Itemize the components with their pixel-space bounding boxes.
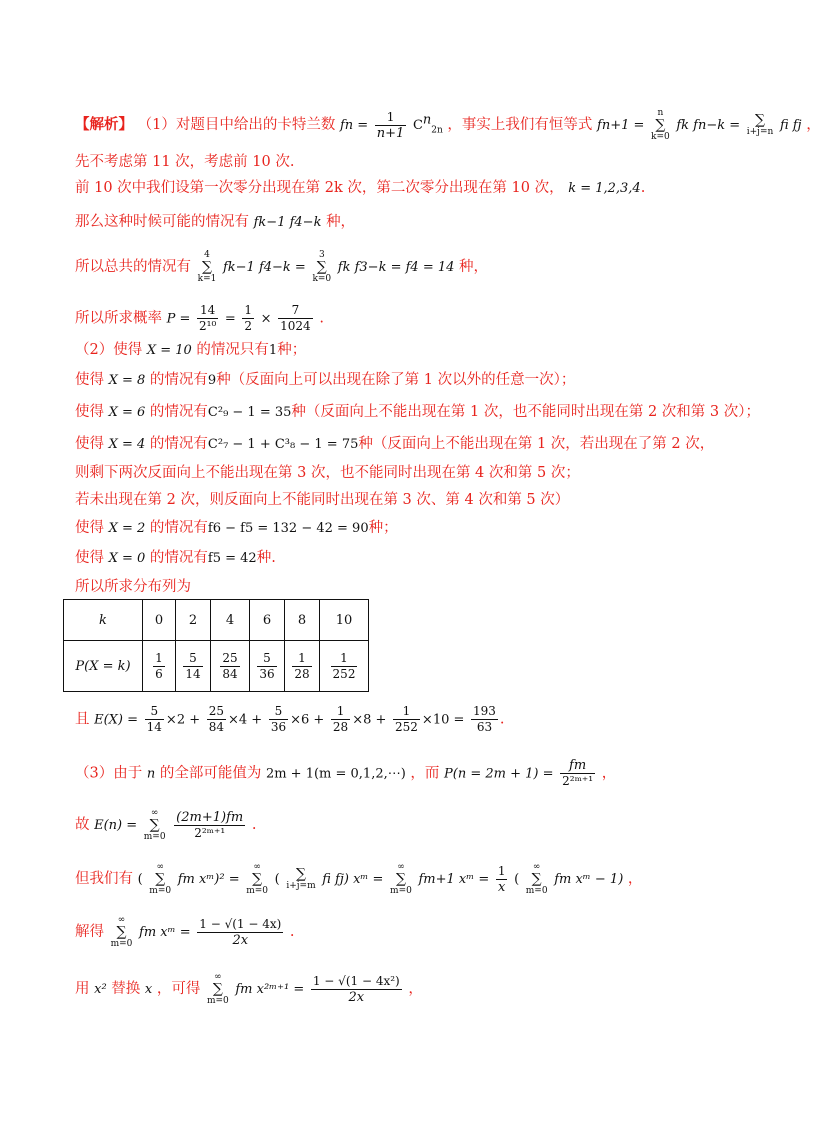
denominator: 28 [294,666,310,681]
text: ， [627,871,643,887]
sum-top: 4 [204,250,210,260]
denominator: 84 [222,666,238,681]
fraction [292,651,311,682]
fraction [242,303,254,334]
text: ， [601,765,617,782]
solution-line-13 [75,518,398,539]
numerator: 1 − √(1 − 4x) [199,916,282,931]
formula: fm xᵐ = [139,925,191,940]
sum-top: ∞ [397,862,405,872]
fraction [278,303,313,334]
solution-line-19 [75,862,642,896]
fraction [471,704,498,735]
numerator: 1 − √(1 − 4x²) [312,973,400,988]
text: 的情况有 [149,404,208,420]
denominator: 14 [185,666,201,681]
text: 用 [75,981,90,997]
formula: X = 2 [108,521,146,536]
text: 的情况有 [149,550,208,566]
solution-label: 【解析】 [75,116,133,133]
formula: fm+1 xᵐ = [418,872,490,887]
solution-line-9 [75,402,760,423]
sum-bottom: i+j=n [746,127,774,137]
text: ，事实上我们有恒等式 [447,117,593,133]
table-cell: 10 [320,600,369,641]
text: 种（反面向上不能出现在第 1 次，也不能同时出现在第 2 次和第 3 次）； [291,404,760,420]
operator: ×4 + [228,712,263,728]
text: （3）由于 [75,765,143,782]
formula: fm xᵐ − 1) [554,872,624,887]
denominator: 6 [155,666,163,681]
numerator: 1 [244,303,253,317]
numerator: 1 [155,650,163,665]
formula: C²₉ − 1 = 35 [207,405,292,420]
operator: ×6 + [290,712,325,728]
sum-bottom: k=0 [651,132,670,142]
denominator: 2¹⁰ [199,319,217,333]
text: 解得 [75,924,104,940]
text: 故 [75,817,90,833]
sum-symbol: ∞ ∑ m=0 [110,915,133,949]
text: 替换 [111,981,141,997]
text: 使得 [75,550,104,566]
denominator: 63 [476,720,493,734]
denominator: 1024 [280,319,311,333]
fraction [269,704,288,735]
text: 的情况有 [149,372,208,388]
solution-line-14 [75,548,276,569]
numerator: 1 [393,704,420,720]
formula: X = 8 [108,373,146,388]
table-cell [211,641,250,692]
table-header-cell: k [64,600,143,641]
solution-line-4 [75,212,355,233]
solution-line-2: 先不考虑第 11 次，考虑前 10 次. [75,154,295,170]
denominator: 252 [395,720,418,734]
number: 9 [207,373,217,388]
table-cell [250,641,285,692]
numerator: 7 [278,303,313,319]
text: 但我们有 [75,871,133,887]
binomial-symbol: C [412,118,423,133]
text: . [640,180,646,196]
fraction [393,704,420,735]
fraction [153,651,165,682]
denominator: 36 [270,720,287,734]
formula: fk−1 f4−k = [222,260,306,275]
solution-line-17 [75,758,616,789]
operator: ×8 + [352,712,387,728]
text: . [499,711,505,728]
formula: x [144,982,153,997]
text: 种， [459,259,489,275]
formula: fi fj) xᵐ = [322,872,384,887]
denominator: 2 [244,319,253,333]
formula: X = 4 [108,437,146,452]
sum-symbol: ∞ ∑ m=0 [206,972,229,1006]
solution-line-12: 若未出现在第 2 次，则反面向上不能同时出现在第 3 次、第 4 次和第 5 次） [75,492,570,508]
table-row [64,600,369,641]
table-cell: 8 [285,600,320,641]
denominator: 2x [348,989,365,1005]
operator: × [260,311,272,327]
text: 所以所求概率 [75,310,162,327]
numerator: 1 [331,704,350,720]
sum-bottom: k=0 [312,274,332,284]
solution-line-10 [75,434,714,455]
fraction [331,704,350,735]
denominator: 28 [332,720,349,734]
text: 使得 [75,436,104,452]
denominator: n+1 [376,125,405,141]
denominator: 2²ᵐ⁺¹ [562,774,594,788]
sum-bottom: m=0 [143,832,166,842]
text: ，而 [410,765,440,782]
formula: x² [94,982,107,997]
formula: P = [166,311,191,327]
formula: fk fn−k = [676,118,741,133]
solution-line-1 [75,108,821,142]
fraction [311,974,402,1005]
text: . [289,924,295,940]
fraction [145,704,164,735]
table-cell [176,641,211,692]
table-cell: 6 [250,600,285,641]
numerator: 25 [222,650,238,665]
sum-symbol: n ∑ k=0 [651,108,670,142]
sum-bottom: m=0 [390,886,412,896]
solution-line-20 [75,915,295,949]
formula: E(n) = [94,818,138,833]
text: 那么这种时候可能的情况有 [75,214,249,230]
formula: X = 0 [108,551,146,566]
formula: n [146,766,156,782]
numerator: 5 [257,651,276,667]
fraction [331,651,358,682]
numerator: 1 [331,651,358,667]
solution-line-15: 所以所求分布列为 [75,579,191,595]
sum-bottom: m=0 [110,939,133,949]
formula [412,112,443,136]
solution-line-3 [75,178,645,199]
fraction [183,651,202,682]
text: 种（反面向上不能出现在第 1 次，若出现在了第 2 次， [358,436,715,452]
text: 的情况有 [149,520,208,536]
formula: P(n = 2m + 1) = [444,766,554,782]
fraction [257,651,276,682]
text: ，可得 [156,981,201,997]
table-row [64,641,369,692]
sum-bottom: m=0 [149,886,172,896]
denominator: 252 [332,666,356,681]
sum-bottom: m=0 [525,886,548,896]
sub: 2n [431,125,443,136]
text: （2）使得 [75,342,143,358]
table-header-cell: P(X = k) [64,641,143,692]
formula: 2m + 1(m = 0,1,2,⋯) [265,766,406,782]
sum-top: ∞ [150,808,159,818]
text: ， [408,981,423,997]
text: 的情况有 [149,436,208,452]
operator: = [224,311,236,327]
formula: fm xᵐ)² = [177,872,240,887]
solution-line-7 [75,340,306,361]
sum-top: ∞ [214,972,222,982]
text: 所以总共的情况有 [75,259,191,275]
formula: E(X) = [94,712,139,728]
text: . [251,817,257,833]
solution-line-8 [75,370,575,391]
formula: f5 = 42 [207,551,257,566]
table-cell: 2 [176,600,211,641]
text: 种， [326,214,356,230]
denominator: 84 [208,720,225,734]
text: 使得 [75,372,104,388]
text: （1）对题目中给出的卡特兰数 [137,117,336,133]
sum-top: ∞ [156,862,164,872]
numerator: 5 [183,651,202,667]
formula: X = 10 [146,343,192,358]
numerator: 25 [208,704,225,718]
formula: f6 − f5 = 132 − 42 = 90 [207,521,369,536]
fraction [496,864,508,895]
text: 种； [277,342,307,358]
formula: fi fj [779,118,802,133]
numerator: 1 [292,651,311,667]
text: 且 [75,711,90,728]
denominator: 2²ᵐ⁺¹ [194,825,226,840]
table-cell [143,641,176,692]
text: 种； [368,520,398,536]
sum-symbol: ∞ ∑ m=0 [143,808,166,842]
fraction [220,651,239,682]
formula: X = 6 [108,405,146,420]
table-cell: 0 [143,600,176,641]
text: 前 10 次中我们设第一次零分出现在第 2k 次，第二次零分出现在第 10 次， [75,180,564,196]
table-cell [285,641,320,692]
formula: k = 1,2,3,4 [568,181,641,196]
fraction [375,110,407,141]
numerator: 5 [269,704,288,720]
text: ， [806,117,821,133]
formula: fm x²ᵐ⁺¹ = [235,982,305,997]
denominator: 36 [259,666,275,681]
numerator: 1 [375,110,407,126]
sum-top: ∞ [117,915,126,925]
fraction [197,917,283,948]
sum-symbol: ∞ ∑ m=0 [390,862,412,896]
number: 1 [268,343,278,358]
solution-line-6 [75,303,324,334]
sum-symbol: ∞ ∑ m=0 [246,862,269,896]
denominator: x [497,879,506,895]
sum-symbol: ∑ i+j=n [746,112,774,137]
sum-bottom: m=0 [246,886,269,896]
sum-symbol: ∑ i+j=m [286,866,316,891]
distribution-table [63,599,369,692]
formula: fk−1 f4−k [253,215,322,230]
solution-line-21 [75,972,423,1006]
text: 使得 [75,520,104,536]
text: 种（反面向上可以出现在除了第 1 次以外的任意一次）； [216,372,576,388]
formula: C²₇ − 1 + C³₈ − 1 = 75 [207,437,359,452]
solution-line-5 [75,250,488,284]
sum-symbol: 3 ∑ k=0 [312,250,332,284]
denominator: 2x [232,932,249,948]
solution-line-16 [75,704,505,735]
solution-line-18 [75,808,256,842]
formula: fn+1 = [597,118,645,133]
text: 种. [256,550,276,566]
formula: ( [274,872,280,887]
numerator: 1 [497,863,506,878]
fraction [197,303,218,334]
sup: n [422,112,432,128]
table-cell [320,641,369,692]
formula: ( [514,872,520,887]
formula: fn = [339,118,369,133]
sum-top: ∞ [253,862,261,872]
sum-bottom: m=0 [206,996,229,1006]
sum-top: ∞ [532,862,541,872]
denominator: 14 [146,720,162,734]
numerator: 14 [197,303,218,319]
formula: fk f3−k = f4 = 14 [337,260,455,275]
text: 使得 [75,404,104,420]
numerator: 5 [145,704,164,720]
fraction [207,704,226,735]
sum-top: 3 [318,250,325,260]
operator: ×10 = [421,712,465,728]
numerator: fm [560,758,595,774]
sum-bottom: i+j=m [286,881,316,891]
table-cell: 4 [211,600,250,641]
sum-symbol: ∞ ∑ m=0 [149,862,172,896]
sum-bottom: k=1 [197,274,217,284]
sum-symbol: 4 ∑ k=1 [197,250,217,284]
formula: ( [137,872,143,887]
text: 的情况只有 [196,342,269,358]
solution-line-11: 则剩下两次反面向上不能出现在第 3 次，也不能同时出现在第 4 次和第 5 次； [75,465,580,481]
fraction [174,810,245,841]
sum-symbol: ∞ ∑ m=0 [525,862,548,896]
text: . [319,310,324,327]
numerator: (2m+1)fm [176,809,244,825]
numerator: 193 [473,704,496,718]
sum-top: n [657,108,664,118]
fraction [560,758,595,789]
text: 的全部可能值为 [159,765,262,782]
operator: ×2 + [165,712,201,728]
